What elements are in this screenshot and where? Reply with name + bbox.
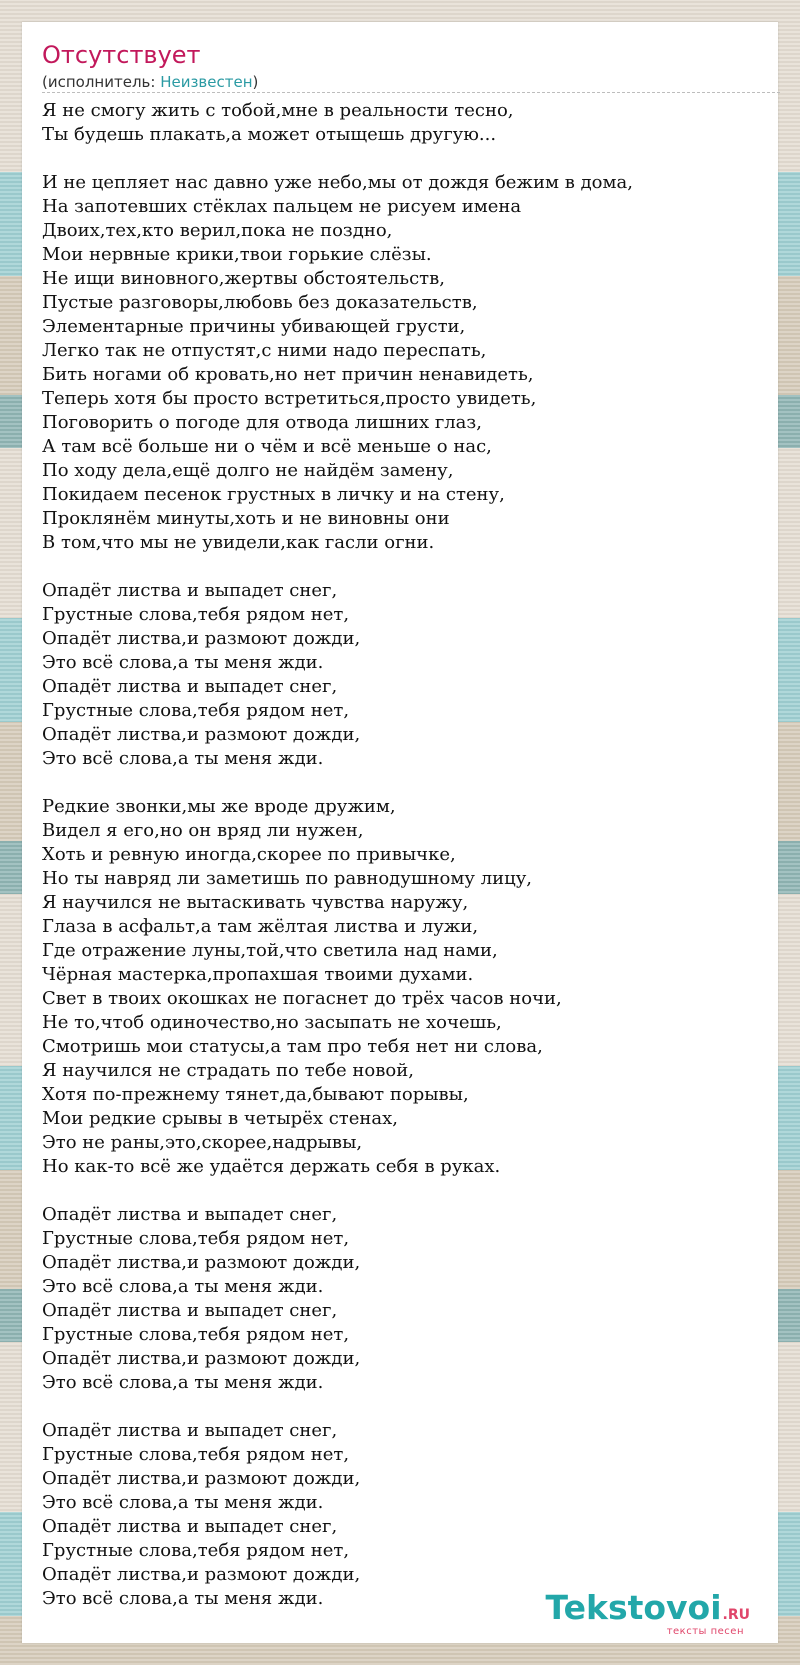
lyric-line: Грустные слова,тебя рядом нет, [42,1324,350,1345]
lyric-line: Не ищи виновного,жертвы обстоятельств, [42,268,445,289]
lyric-line: Смотришь мои статусы,а там про тебя нет ни слова, [42,1036,543,1057]
lyric-line: Это не раны,это,скорее,надрывы, [42,1132,363,1153]
site-logo[interactable] [545,1590,750,1637]
lyric-line: Грустные слова,тебя рядом нет, [42,604,350,625]
lyrics-stanza [42,171,772,555]
lyric-line: Я научился не страдать по тебе новой, [42,1060,414,1081]
lyric-line: Мои нервные крики,твои горькие слёзы. [42,244,432,265]
lyric-line: Опадёт листва,и размоют дожди, [42,724,361,745]
lyric-line: Покидаем песенок грустных в личку и на стену, [42,484,505,505]
lyric-line: Свет в твоих окошках не погаснет до трёх часов ночи, [42,988,562,1009]
lyric-line: Это всё слова,а ты меня жди. [42,1276,324,1297]
logo-domain-suffix: .RU [722,1607,750,1623]
lyric-line: Грустные слова,тебя рядом нет, [42,1540,350,1561]
lyrics-stanza [42,579,772,771]
lyric-line: Где отражение луны,той,что светила над нами, [42,940,498,961]
lyric-line: Мои редкие срывы в четырёх стенах, [42,1108,399,1129]
lyric-line: Бить ногами об кровать,но нет причин ненавидеть, [42,364,534,385]
lyric-line: Опадёт листва и выпадет снег, [42,676,338,697]
lyric-line: Опадёт листва,и размоют дожди, [42,628,361,649]
lyrics-text [42,99,772,1635]
lyric-line: Чёрная мастерка,пропахшая твоими духами. [42,964,474,985]
lyric-line: Я научился не вытаскивать чувства наружу, [42,892,469,913]
lyric-line: Глаза в асфальт,а там жёлтая листва и лужи, [42,916,479,937]
lyric-line: Опадёт листва и выпадет снег, [42,1300,338,1321]
lyric-line: Опадёт листва,и размоют дожди, [42,1348,361,1369]
lyric-line: Пустые разговоры,любовь без доказательств, [42,292,478,313]
lyric-line: Опадёт листва и выпадет снег, [42,1204,338,1225]
lyric-line: Но как-то всё же удаётся держать себя в руках. [42,1156,501,1177]
lyric-line: Я не смогу жить с тобой,мне в реальности тесно, [42,100,514,121]
lyrics-stanza [42,99,772,147]
logo-wordmark: Tekstovoi [545,1588,722,1627]
lyric-line: Видел я его,но он вряд ли нужен, [42,820,364,841]
lyric-line: Грустные слова,тебя рядом нет, [42,700,350,721]
lyric-line: Ты будешь плакать,а может отыщешь другую... [42,124,497,145]
lyric-line: Опадёт листва и выпадет снег, [42,1516,338,1537]
lyric-line: И не цепляет нас давно уже небо,мы от дождя бежим в дома, [42,172,633,193]
lyric-line: По ходу дела,ещё долго не найдём замену, [42,460,454,481]
lyric-line: Но ты навряд ли заметишь по равнодушному лицу, [42,868,533,889]
lyric-line: Теперь хотя бы просто встретиться,просто увидеть, [42,388,537,409]
song-title: Отсутствует [42,41,201,69]
lyric-line: Проклянём минуты,хоть и не виновны они [42,508,450,529]
lyric-line: А там всё больше ни о чём и всё меньше о нас, [42,436,492,457]
lyric-line: Это всё слова,а ты меня жди. [42,748,324,769]
lyric-line: Опадёт листва,и размоют дожди, [42,1252,361,1273]
lyrics-stanza [42,795,772,1179]
lyric-line: Это всё слова,а ты меня жди. [42,1492,324,1513]
lyrics-card [22,22,778,1643]
lyric-line: Элементарные причины убивающей грусти, [42,316,466,337]
artist-prefix: (исполнитель: [42,73,161,91]
lyric-line: На запотевших стёклах пальцем не рисуем имена [42,196,522,217]
lyric-line: Это всё слова,а ты меня жди. [42,652,324,673]
lyric-line: Поговорить о погоде для отвода лишних глаз, [42,412,482,433]
lyrics-stanza [42,1419,772,1611]
lyric-line: Не то,чтоб одиночество,но засыпать не хочешь, [42,1012,502,1033]
lyric-line: Опадёт листва и выпадет снег, [42,1420,338,1441]
lyric-line: Легко так не отпустят,с ними надо переспать, [42,340,487,361]
lyric-line: Хотя по-прежнему тянет,да,бывают порывы, [42,1084,469,1105]
lyric-line: Двоих,тех,кто верил,пока не поздно, [42,220,393,241]
artist-line [42,72,258,92]
lyric-line: Хоть и ревную иногда,скорее по привычке, [42,844,456,865]
lyric-line: Грустные слова,тебя рядом нет, [42,1444,350,1465]
lyric-line: Опадёт листва,и размоют дожди, [42,1564,361,1585]
lyric-line: В том,что мы не увидели,как гасли огни. [42,532,435,553]
logo-tagline: тексты песен [666,1626,744,1637]
title-divider [42,92,780,93]
lyric-line: Опадёт листва,и размоют дожди, [42,1468,361,1489]
lyric-line: Это всё слова,а ты меня жди. [42,1588,324,1609]
lyric-line: Грустные слова,тебя рядом нет, [42,1228,350,1249]
lyric-line: Редкие звонки,мы же вроде дружим, [42,796,396,817]
lyric-line: Опадёт листва и выпадет снег, [42,580,338,601]
lyric-line: Это всё слова,а ты меня жди. [42,1372,324,1393]
artist-link[interactable]: Неизвестен [160,73,253,91]
lyrics-stanza [42,1203,772,1395]
artist-suffix: ) [252,73,259,91]
